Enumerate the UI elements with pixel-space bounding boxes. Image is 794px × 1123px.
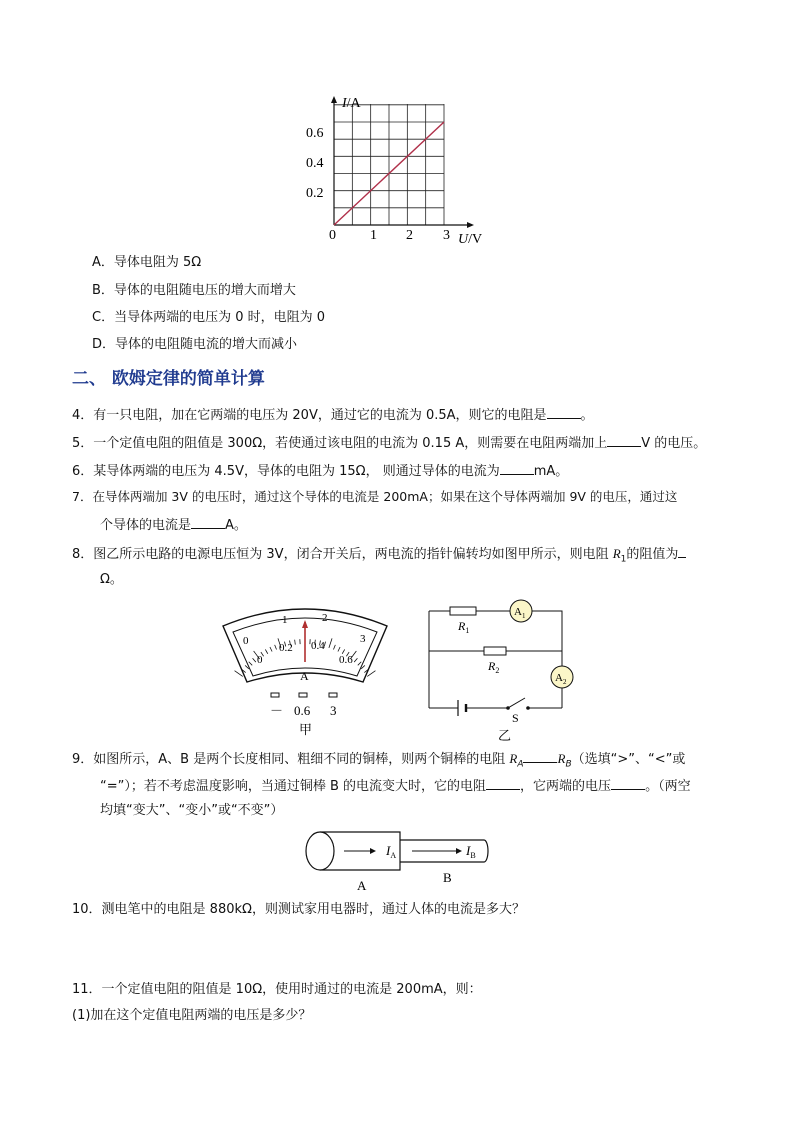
answer-blank xyxy=(607,432,641,447)
terminal-label: 3 xyxy=(330,703,337,718)
top-scale-label: 3 xyxy=(360,633,366,645)
current-arrow-a-head xyxy=(370,848,376,854)
scale-tick xyxy=(235,671,243,677)
answer-blank xyxy=(191,514,225,529)
scale-tick xyxy=(270,647,272,652)
question-9-line-3: 均填“变大”、“变小”或“不变”） xyxy=(100,803,284,818)
switch-label: S xyxy=(512,711,519,725)
x-tick-label: 2 xyxy=(406,228,413,243)
question-9-line-2: “=”）；若不考虑温度影响，当通过铜棒 B 的电流变大时，它的电阻 ，它两端的电压 。（两空 xyxy=(100,775,691,797)
origin-label: 0 xyxy=(329,228,336,243)
y-tick-label: 0.4 xyxy=(306,156,324,171)
question-8-line-1: 8．图乙所示电路的电源电压恒为 3V，闭合开关后，两电流的指针偏转均如图甲所示，则电阻 $R_1$的阻值为 xyxy=(72,543,686,570)
scale-tick xyxy=(275,645,277,650)
option-d: D．导体的电阻随电流的增大而减小 xyxy=(92,337,298,352)
option-b: B．导体的电阻随电压的增大而增大 xyxy=(92,283,296,298)
scale-tick xyxy=(367,671,375,677)
scale-tick xyxy=(249,662,252,666)
question-10: 10．测电笔中的电阻是 880kΩ，则测试家用电器时，通过人体的电流是多大？ xyxy=(72,902,525,917)
question-5: 5．一个定值电阻的阻值是 300Ω，若使通过该电阻的电流为 0.15 A，则需要在电阻两端加上 V 的电压。 xyxy=(72,432,706,454)
question-6: 6．某导体两端的电压为 4.5V，导体的电阻为 15Ω， 则通过导体的电流为 mA。 xyxy=(72,460,568,482)
question-7-line-2: 个导体的电流是 A。 xyxy=(100,514,247,536)
wire xyxy=(532,611,562,651)
question-7-line-1: 7．在导体两端加 3V 的电压时，通过这个导体的电流是 200mA；如果在这个导体两端加 9V 的电压，通过这 xyxy=(72,489,678,504)
y-axis-label: I/A xyxy=(342,96,361,111)
resistor-r2 xyxy=(484,647,506,655)
terminal-label: － xyxy=(270,703,284,718)
option-c: C．当导体两端的电压为 0 时，电阻为 0 xyxy=(92,310,326,325)
bottom-scale-label: 0.2 xyxy=(279,642,293,654)
scale-tick xyxy=(329,638,332,647)
question-4: 4．有一只电阻，加在它两端的电压为 20V，通过它的电流为 0.5A，则它的电阻是 。 xyxy=(72,404,594,426)
x-tick-label: 1 xyxy=(370,228,377,243)
current-a-label: $I_A$ xyxy=(386,843,397,860)
top-scale-label: 1 xyxy=(282,614,288,626)
answer-blank xyxy=(523,748,557,763)
scale-tick xyxy=(338,647,340,652)
top-scale-label: 0 xyxy=(243,635,249,647)
answer-blank xyxy=(611,775,645,790)
question-9-line-1: 9．如图所示，A、B 是两个长度相同、粗细不同的铜棒，则两个铜棒的电阻 $R_A$ $R_B$（选填“>”、“<”或 xyxy=(72,748,685,775)
top-scale-label: 2 xyxy=(322,612,328,624)
answer-blank xyxy=(486,775,520,790)
terminal-0-6 xyxy=(299,693,307,697)
section-title: 二、 欧姆定律的简单计算 xyxy=(72,369,265,389)
figure-caption: 甲 xyxy=(299,722,313,737)
current-b-label: $I_B$ xyxy=(466,843,476,860)
question-11-part-1: (1)加在这个定值电阻两端的电压是多少？ xyxy=(72,1008,312,1023)
bottom-scale-label: 0.4 xyxy=(311,640,325,652)
answer-blank xyxy=(547,404,581,419)
terminal-3 xyxy=(329,693,337,697)
x-axis-arrow xyxy=(467,222,474,228)
x-tick-label: 3 xyxy=(443,228,450,243)
rod-a-end xyxy=(306,832,334,870)
resistor-r1 xyxy=(450,607,476,615)
question-11: 11．一个定值电阻的阻值是 10Ω，使用时通过的电流是 200mA，则： xyxy=(72,982,482,997)
a1-label: $A_1$ xyxy=(514,606,526,620)
ammeter-figure xyxy=(215,600,395,745)
option-a: A．导体电阻为 5Ω xyxy=(92,255,202,270)
r2-label: $R_2$ xyxy=(488,659,500,675)
y-axis-arrow xyxy=(331,96,337,103)
answer-blank xyxy=(678,543,686,558)
scale-tick xyxy=(358,662,361,666)
figure-caption: 乙 xyxy=(498,728,512,743)
bottom-scale-label: 0 xyxy=(257,654,263,666)
circuit-figure xyxy=(420,596,580,746)
x-axis-label: U/V xyxy=(458,232,483,247)
iu-graph xyxy=(290,90,500,250)
rod-a-label: A xyxy=(357,878,367,893)
scale-tick xyxy=(354,658,357,662)
scale-tick xyxy=(333,645,335,650)
a2-label: $A_2$ xyxy=(555,672,567,686)
scale-tick xyxy=(265,649,267,653)
answer-blank xyxy=(500,460,534,475)
terminal-negative xyxy=(271,693,279,697)
copper-rods-figure xyxy=(300,826,500,896)
ammeter-symbol: A xyxy=(300,669,309,683)
r1-label: $R_1$ xyxy=(458,619,470,635)
terminal-label: 0.6 xyxy=(294,703,311,718)
current-arrow-b-head xyxy=(456,848,462,854)
question-8-line-2: Ω。 xyxy=(100,572,123,587)
bottom-scale-label: 0.6 xyxy=(339,654,353,666)
ammeter-needle-tip xyxy=(302,620,308,628)
rod-b-label: B xyxy=(443,870,452,885)
y-tick-label: 0.6 xyxy=(306,126,324,141)
graph-grid xyxy=(334,104,444,225)
scale-tick xyxy=(253,658,256,662)
switch-contact xyxy=(526,706,530,710)
y-tick-label: 0.2 xyxy=(306,186,324,201)
scale-tick xyxy=(295,640,296,645)
switch-blade xyxy=(508,698,525,708)
